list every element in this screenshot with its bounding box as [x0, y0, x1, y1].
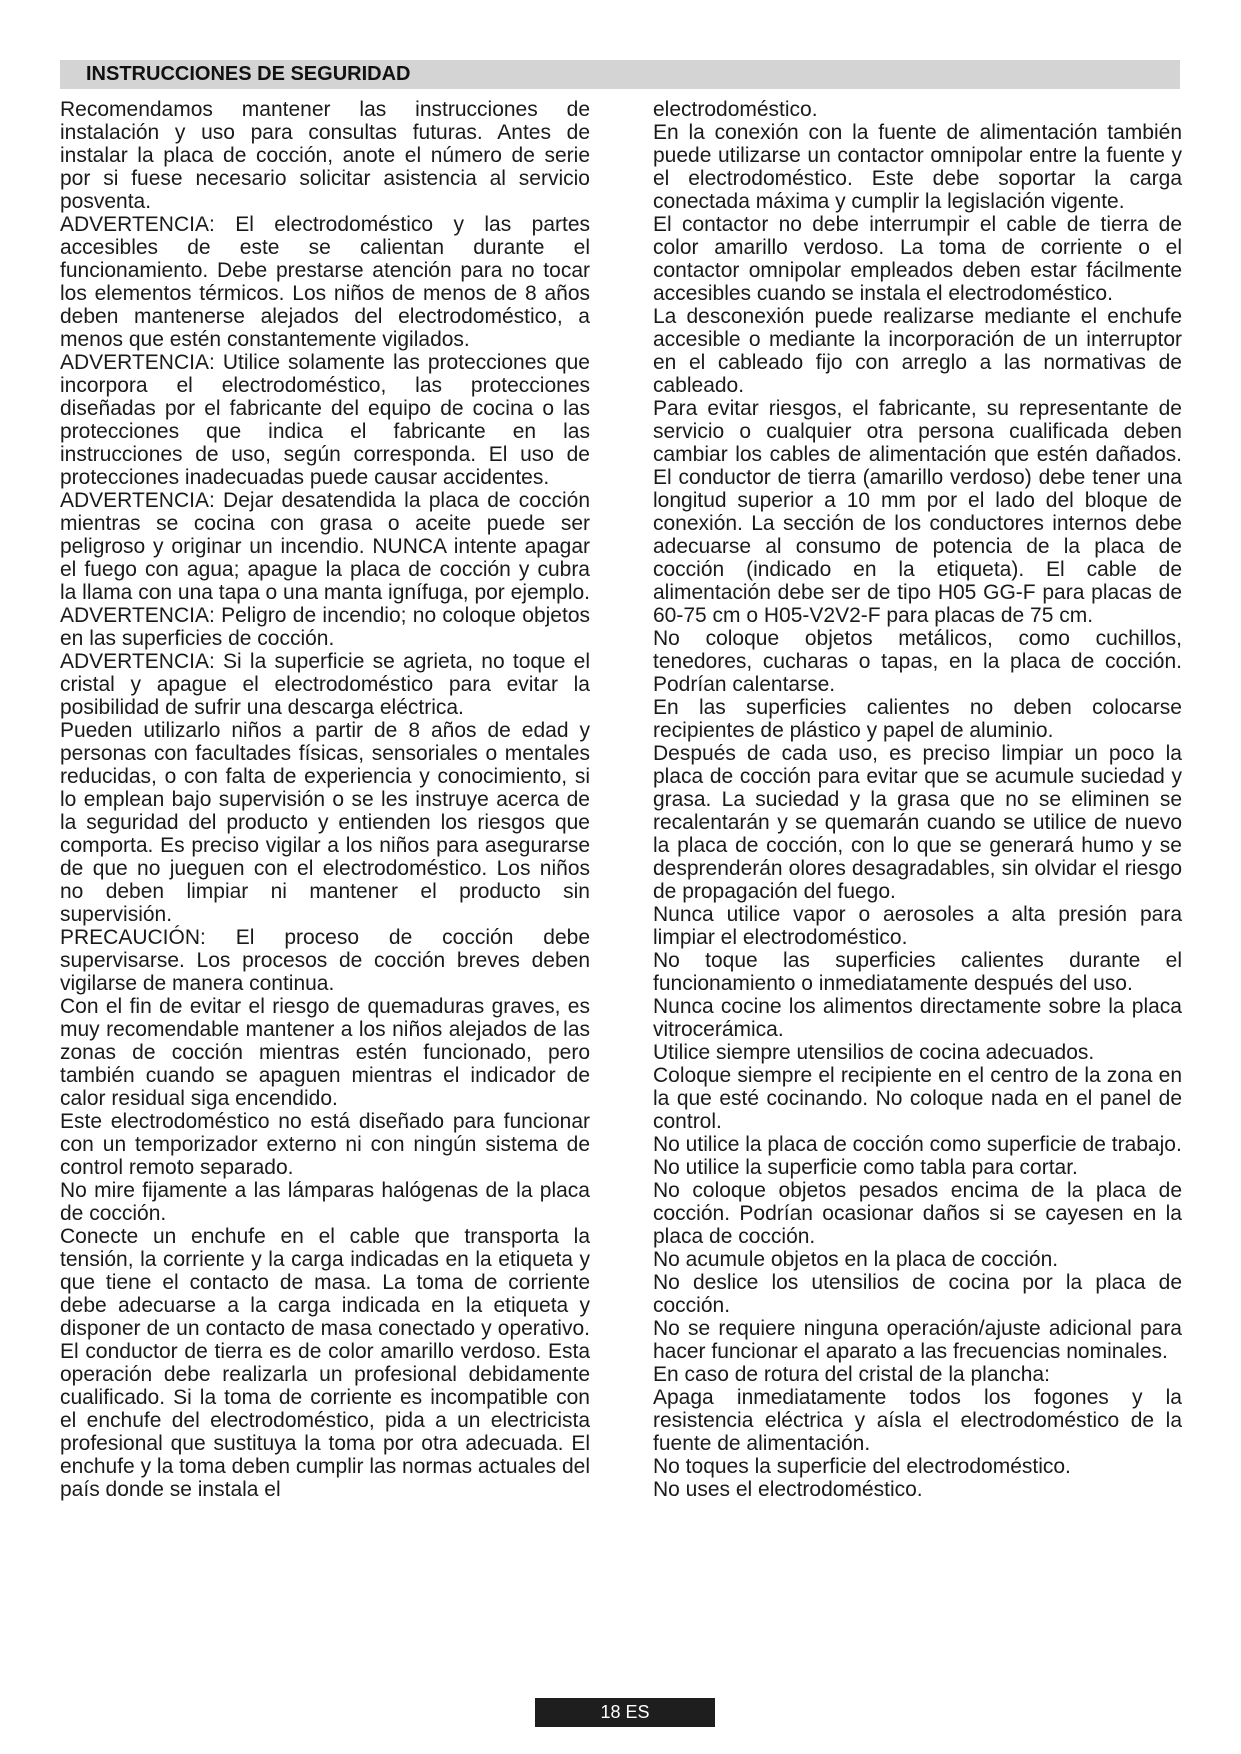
paragraph: No mire fijamente a las lámparas halógenas de la placa de cocción.: [60, 1179, 590, 1225]
paragraph: Nunca cocine los alimentos directamente sobre la placa vitrocerámica.: [653, 995, 1182, 1041]
paragraph: ADVERTENCIA: Utilice solamente las protecciones que incorpora el electrodoméstico, las protecciones diseñadas por el fabricante del equipo de cocina o las protecciones que indica el fabricante en las instrucciones de uso, según corresponda. El uso de protecciones inadecuadas puede causar accidentes.: [60, 351, 590, 489]
paragraph: No uses el electrodoméstico.: [653, 1478, 923, 1501]
paragraph: Conecte un enchufe en el cable que transporta la tensión, la corriente y la carga indicadas en la etiqueta y que tiene el contacto de masa. La toma de corriente debe adecuarse a la carga indicada en la etiqueta y disponer de un contacto de masa conectado y operativo. El conductor de tierra es de color amarillo verdoso. Esta operación debe realizarla un profesional debidamente cualificado. Si la toma de corriente es incompatible con el enchufe del electrodoméstico, pida a un electricista profesional que sustituya la toma por otra adecuada. El enchufe y la toma deben cumplir las normas actuales del país donde se instala el: [60, 1225, 590, 1501]
paragraph: No toques la superficie del electrodoméstico.: [653, 1455, 1071, 1478]
paragraph: No deslice los utensilios de cocina por la placa de cocción.: [653, 1271, 1182, 1317]
paragraph: No utilice la superficie como tabla para cortar.: [653, 1156, 1078, 1179]
paragraph: El contactor no debe interrumpir el cable de tierra de color amarillo verdoso. La toma de corriente o el contactor omnipolar empleados deben estar fácilmente accesibles cuando se instala el electrodoméstico.: [653, 213, 1182, 305]
paragraph: Con el fin de evitar el riesgo de quemaduras graves, es muy recomendable mantener a los niños alejados de las zonas de cocción mientras estén funcionado, pero también cuando se apaguen mientras el indicador de calor residual siga encendido.: [60, 995, 590, 1110]
paragraph: electrodoméstico.: [653, 98, 818, 121]
right-column: [653, 98, 1182, 1501]
page-number-badge: [535, 1698, 715, 1727]
paragraph: ADVERTENCIA: Peligro de incendio; no coloque objetos en las superficies de cocción.: [60, 604, 590, 650]
paragraph: Pueden utilizarlo niños a partir de 8 años de edad y personas con facultades físicas, sensoriales o mentales reducidas, o con falta de experiencia y conocimiento, si lo emplean bajo supervisión o se les instruye acerca de la seguridad del producto y entienden los riesgos que comporta. Es preciso vigilar a los niños para asegurarse de que no jueguen con el electrodoméstico. Los niños no deben limpiar ni mantener el producto sin supervisión.: [60, 719, 590, 926]
paragraph: No coloque objetos metálicos, como cuchillos, tenedores, cucharas o tapas, en la placa de cocción. Podrían calentarse.: [653, 627, 1182, 696]
paragraph: ADVERTENCIA: El electrodoméstico y las partes accesibles de este se calientan durante el funcionamiento. Debe prestarse atención para no tocar los elementos térmicos. Los niños de menos de 8 años deben mantenerse alejados del electrodoméstico, a menos que estén constantemente vigilados.: [60, 213, 590, 351]
paragraph: Después de cada uso, es preciso limpiar un poco la placa de cocción para evitar que se acumule suciedad y grasa. La suciedad y la grasa que no se eliminen se recalentarán y se quemarán cuando se utilice de nuevo la placa de cocción, con lo que se generará humo y se desprenderán olores desagradables, sin olvidar el riesgo de propagación del fuego.: [653, 742, 1182, 903]
paragraph: En caso de rotura del cristal de la plancha:: [653, 1363, 1050, 1386]
paragraph: No toque las superficies calientes durante el funcionamiento o inmediatamente después del uso.: [653, 949, 1182, 995]
paragraph: Recomendamos mantener las instrucciones de instalación y uso para consultas futuras. Antes de instalar la placa de cocción, anote el número de serie por si fuese necesario solicitar asistencia al servicio posventa.: [60, 98, 590, 213]
paragraph: No se requiere ninguna operación/ajuste adicional para hacer funcionar el aparato a las frecuencias nominales.: [653, 1317, 1182, 1363]
paragraph: No coloque objetos pesados encima de la placa de cocción. Podrían ocasionar daños si se cayesen en la placa de cocción.: [653, 1179, 1182, 1248]
paragraph: No acumule objetos en la placa de cocción.: [653, 1248, 1059, 1271]
paragraph: Coloque siempre el recipiente en el centro de la zona en la que esté cocinando. No coloque nada en el panel de control.: [653, 1064, 1182, 1133]
paragraph: ADVERTENCIA: Si la superficie se agrieta, no toque el cristal y apague el electrodoméstico para evitar la posibilidad de sufrir una descarga eléctrica.: [60, 650, 590, 719]
section-header: [60, 60, 1180, 89]
paragraph: ADVERTENCIA: Dejar desatendida la placa de cocción mientras se cocina con grasa o aceite puede ser peligroso y originar un incendio. NUNCA intente apagar el fuego con agua; apague la placa de cocción y cubra la llama con una tapa o una manta ignífuga, por ejemplo.: [60, 489, 591, 604]
section-title: INSTRUCCIONES DE SEGURIDAD: [86, 63, 411, 85]
page-number: 18 ES: [600, 1702, 650, 1722]
paragraph: Para evitar riesgos, el fabricante, su representante de servicio o cualquier otra persona cualificada deben cambiar los cables de alimentación que estén dañados. El conductor de tierra (amarillo verdoso) debe tener una longitud superior a 10 mm por el lado del bloque de conexión. La sección de los conductores internos debe adecuarse al consumo de potencia de la placa de cocción (indicado en la etiqueta). El cable de alimentación debe ser de tipo H05 GG-F para placas de 60-75 cm o H05-V2V2-F para placas de 75 cm.: [653, 397, 1182, 627]
paragraph: En las superficies calientes no deben colocarse recipientes de plástico y papel de aluminio.: [653, 696, 1182, 742]
paragraph: En la conexión con la fuente de alimentación también puede utilizarse un contactor omnipolar entre la fuente y el electrodoméstico. Este debe soportar la carga conectada máxima y cumplir la legislación vigente.: [653, 121, 1182, 213]
paragraph: La desconexión puede realizarse mediante el enchufe accesible o mediante la incorporación de un interruptor en el cableado fijo con arreglo a las normativas de cableado.: [653, 305, 1182, 397]
paragraph: No utilice la placa de cocción como superficie de trabajo.: [653, 1133, 1182, 1156]
paragraph: Apaga inmediatamente todos los fogones y la resistencia eléctrica y aísla el electrodoméstico de la fuente de alimentación.: [653, 1386, 1182, 1455]
paragraph: Este electrodoméstico no está diseñado para funcionar con un temporizador externo ni con ningún sistema de control remoto separado.: [60, 1110, 590, 1179]
paragraph: Utilice siempre utensilios de cocina adecuados.: [653, 1041, 1095, 1064]
paragraph: Nunca utilice vapor o aerosoles a alta presión para limpiar el electrodoméstico.: [653, 903, 1182, 949]
left-column: [60, 98, 590, 1501]
paragraph: PRECAUCIÓN: El proceso de cocción debe supervisarse. Los procesos de cocción breves deben vigilarse de manera continua.: [60, 926, 590, 995]
